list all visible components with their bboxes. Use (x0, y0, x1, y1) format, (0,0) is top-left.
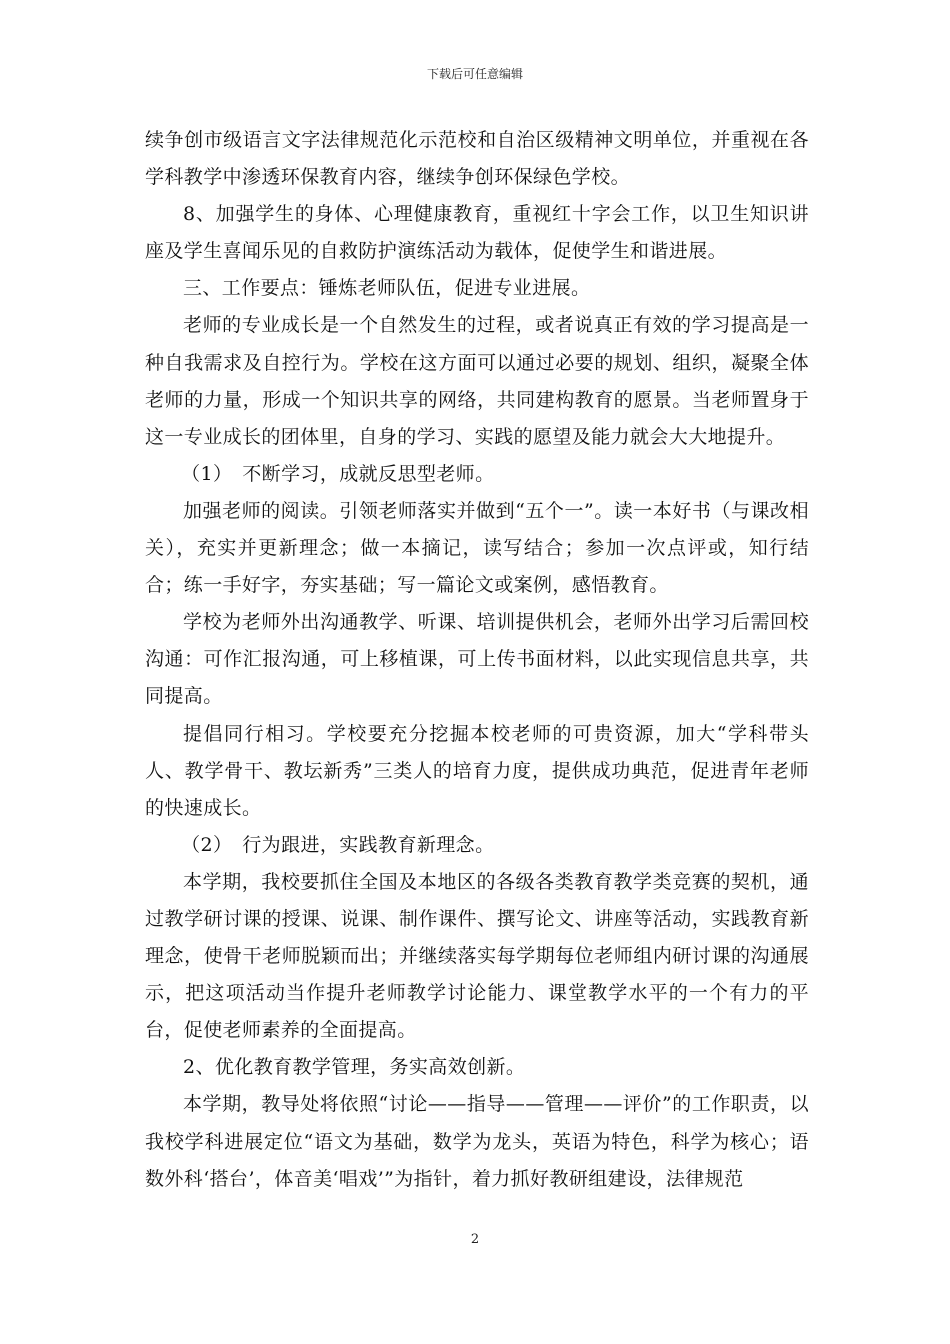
paragraph-management: 本学期，教导处将依照“讨论——指导——管理——评价”的工作职责，以我校学科进展定位“语文为基础，数学为龙头，英语为特色，科学为核心；语数外科‘搭台’，体音美‘唱戏’”为指针，着力抓好教研组建设，法律规范 (145, 1093, 809, 1190)
paragraph-continued: 续争创市级语言文字法律规范化示范校和自治区级精神文明单位，并重视在各学科教学中渗透环保教育内容，继续争创环保绿色学校。 (145, 129, 809, 189)
document-body (145, 122, 809, 1198)
paragraph-reading: 加强老师的阅读。引领老师落实并做到“五个一”。读一本好书（与课改相关），充实并更新理念；做一本摘记，读写结合；参加一次点评或，知行结合；练一手好字，夯实基础；写一篇论文或案例，感悟教育。 (145, 499, 809, 597)
section-heading-2: 2、优化教育教学管理，务实高效创新。 (183, 1056, 526, 1079)
paragraph-peer-learning: 提倡同行相习。学校要充分挖掘本校老师的可贵资源，加大“学科带头人、教学骨干、教坛新秀”三类人的培育力度，提供成功典范，促进青年老师的快速成长。 (145, 722, 809, 819)
page-header: 下载后可任意编辑 (426, 67, 523, 81)
paragraph-teacher-growth: 老师的专业成长是一个自然发生的过程，或者说真正有效的学习提高是一种自我需求及自控行为。学校在这方面可以通过必要的规划、组织，凝聚全体老师的力量，形成一个知识共享的网络，共同建构教育的愿景。当老师置身于这一专业成长的团体里，自身的学习、实践的愿望及能力就会大大地提升。 (145, 314, 809, 448)
paragraph-item-8: 8、加强学生的身体、心理健康教育，重视红十字会工作，以卫生知识讲座及学生喜闻乐见的自救防护演练活动为载体，促使学生和谐进展。 (145, 203, 809, 263)
paragraph-training: 学校为老师外出沟通教学、听课、培训提供机会，老师外出学习后需回校沟通：可作汇报沟通，可上移植课，可上传书面材料，以此实现信息共享，共同提高。 (145, 611, 809, 708)
page-number: 2 (470, 1232, 480, 1247)
subheading-1: （1） 不断学习，成就反思型老师。 (181, 462, 495, 485)
subheading-2: （2） 行为跟进，实践教育新理念。 (181, 833, 495, 856)
paragraph-competitions: 本学期，我校要抓住全国及本地区的各级各类教育教学类竞赛的契机，通过教学研讨课的授课、说课、制作课件、撰写论文、讲座等活动，实践教育新理念，使骨干老师脱颖而出；并继续落实每学期每位老师组内研讨课的沟通展示，把这项活动当作提升老师教学讨论能力、课堂教学水平的一个有力的平台，促使老师素养的全面提高。 (145, 870, 809, 1042)
section-heading-3: 三、工作要点：锤炼老师队伍，促进专业进展。 (183, 277, 591, 300)
